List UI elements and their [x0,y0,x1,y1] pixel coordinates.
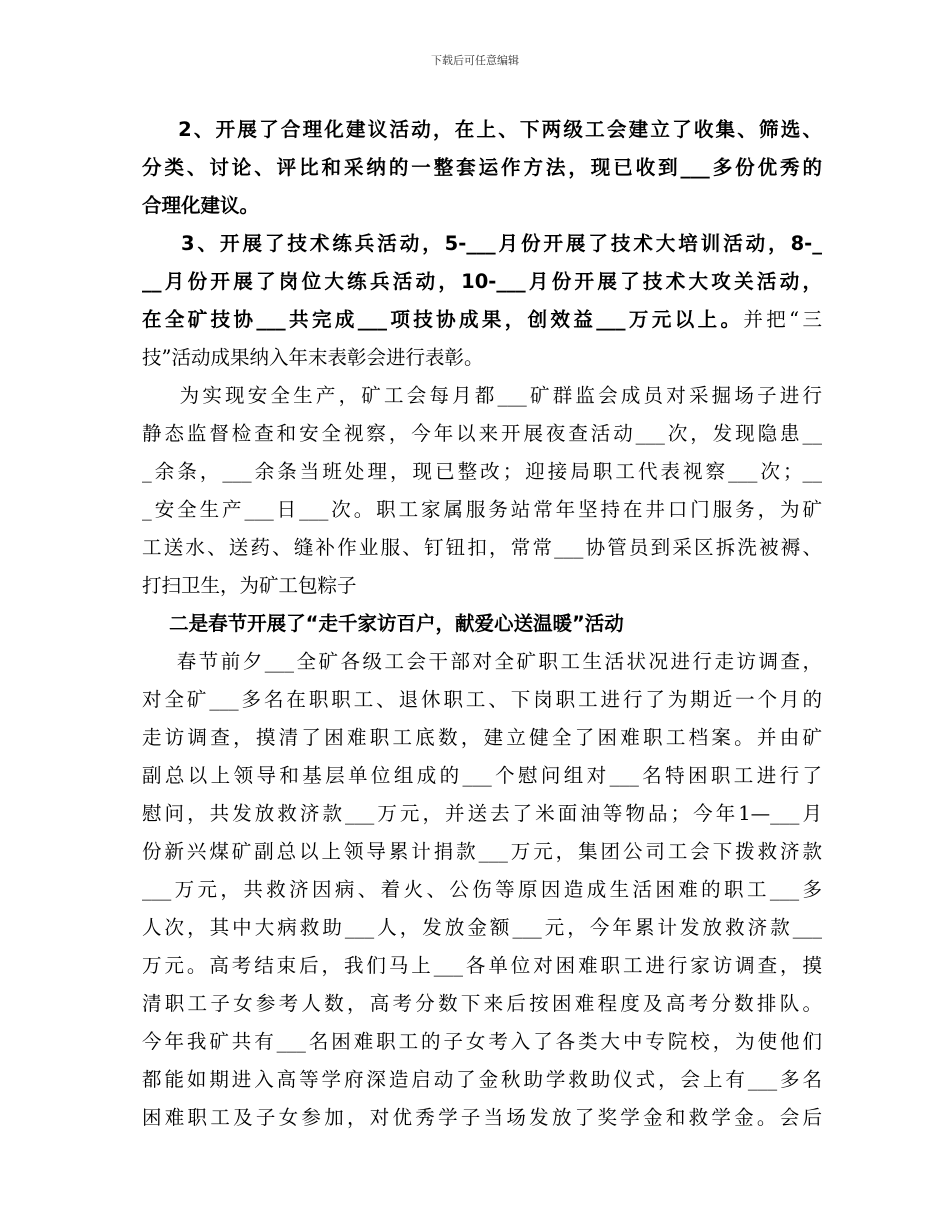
paragraph-proposal-activity [142,111,822,225]
text-line: 春节前夕___全矿各级工会干部对全矿职工生活状况进行走访调查， [142,650,822,673]
paragraph-visits-relief [142,643,822,1137]
text-line: 份新兴煤矿副总以上领导累计捐款___万元，集团公司工会下拨救济款 [142,840,822,863]
text-line: 慰问，共发放救济款___万元，并送去了米面油等物品；今年1—___月 [142,802,822,825]
text-line: 副总以上领导和基层单位组成的___个慰问组对___名特困职工进行了 [142,764,822,787]
text-line: 万元。高考结束后，我们马上___各单位对困难职工进行家访调查，摸 [142,954,822,977]
text-line: 合理化建议。 [142,194,260,217]
text-line: 3、开展了技术练兵活动，5-___月份开展了技术大培训活动，8-_ [142,232,822,255]
text-line: 为实现安全生产，矿工会每月都___矿群监会成员对采掘场子进行 [142,384,822,407]
section-heading-spring-festival [142,605,822,643]
text-line: 对全矿___多名在职职工、退休职工、下岗职工进行了为期近一个月的 [142,688,822,711]
text-line: 技”活动成果纳入年末表彰会进行表彰。 [142,346,484,369]
text-line: 打扫卫生，为矿工包粽子 [142,574,357,597]
text-line: 人次，其中大病救助___人，发放金额___元，今年累计发放救济款___ [142,916,822,939]
text-line: 走访调查，摸清了困难职工底数，建立健全了困难职工档案。并由矿 [142,726,822,749]
text-line: 分类、讨论、评比和采纳的一整套运作方法，现已收到___多份优秀的 [142,156,822,179]
text-line: 都能如期进入高等学府深造启动了金秋助学救助仪式，会上有___多名 [142,1068,822,1091]
text-line: _余条，___余条当班处理，现已整改；迎接局职工代表视察___次；__ [142,460,822,483]
text-line: 静态监督检查和安全视察，今年以来开展夜查活动___次，发现隐患__ [142,422,822,445]
paragraph-safety-production [142,377,822,605]
text-bold-segment: 在全矿技协___共完成___项技协成果，创效益___万元以上。 [142,308,744,331]
text-line: 2、开展了合理化建议活动，在上、下两级工会建立了收集、筛选、 [142,118,822,141]
text-line: 工送水、送药、缝补作业服、钉钮扣，常常___协管员到采区拆洗被褥、 [142,536,822,559]
text-line: 二是春节开展了“走千家访百户，献爱心送温暖”活动 [142,612,624,635]
document-body [142,111,822,1137]
text-line: 困难职工及子女参加，对优秀学子当场发放了奖学金和救学金。会后 [142,1106,822,1129]
page-header: 下载后可任意编辑 [431,54,519,67]
text-line: __月份开展了岗位大练兵活动，10-___月份开展了技术大攻关活动， [142,270,822,293]
text-normal-segment: 并把“三 [743,308,822,331]
paragraph-skills-training [142,225,822,377]
text-line: _安全生产___日___次。职工家属服务站常年坚持在井口门服务，为矿 [142,498,822,521]
text-line: 今年我矿共有___名困难职工的子女考入了各类大中专院校，为使他们 [142,1030,822,1053]
text-line: ___万元，共救济因病、着火、公伤等原因造成生活困难的职工___多 [142,878,822,901]
text-line: 清职工子女参考人数，高考分数下来后按困难程度及高考分数排队。 [142,992,822,1015]
text-line-mixed [142,301,822,339]
